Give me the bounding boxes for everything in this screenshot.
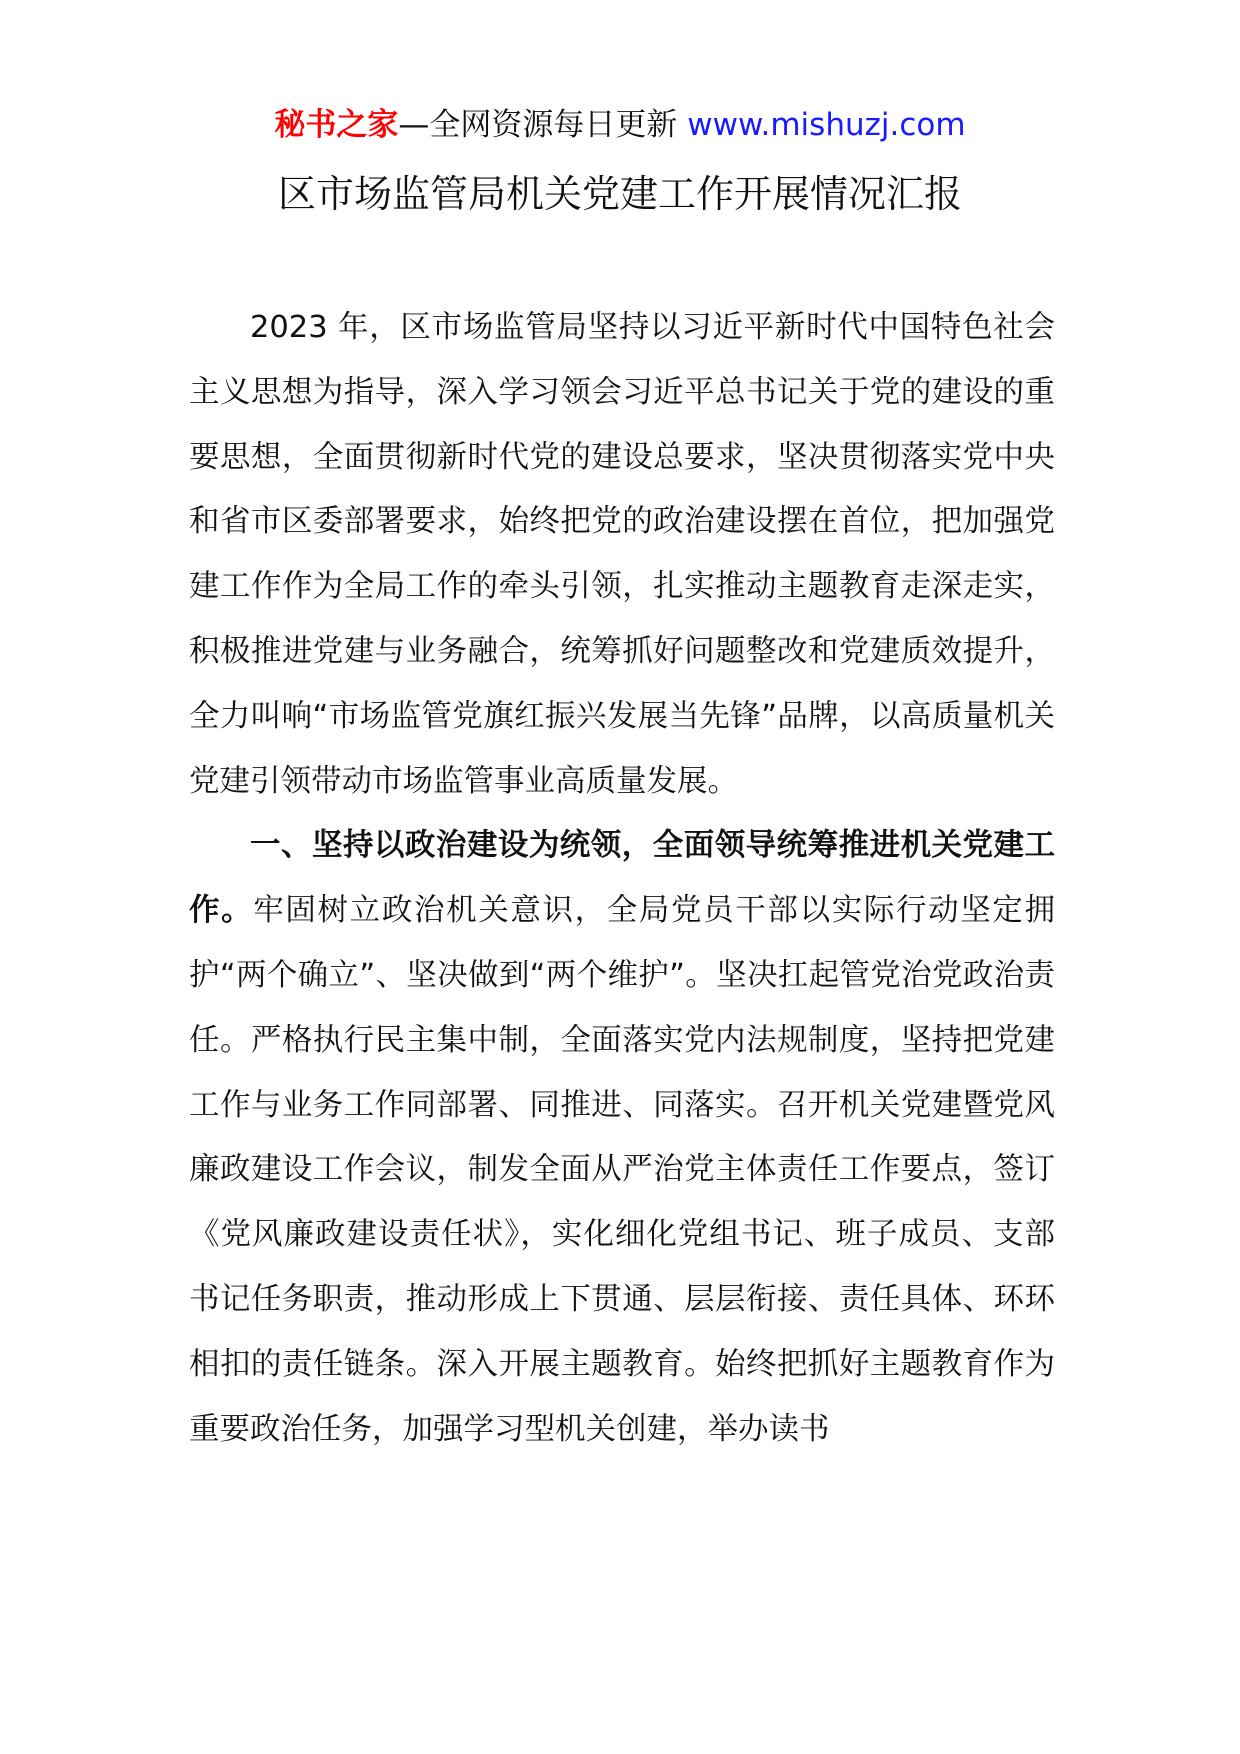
- site-url-link[interactable]: www.mishuzj.com: [687, 107, 966, 143]
- site-header: [0, 103, 1240, 147]
- paragraph-intro: 2023 年，区市场监管局坚持以习近平新时代中国特色社会主义思想为指导，深入学习领会习近平总书记关于党的建设的重要思想，全面贯彻新时代党的建设总要求，坚决贯彻落实党中央和省市区委部署要求，始终把党的政治建设摆在首位，把加强党建工作作为全局工作的牵头引领，扎实推动主题教育走深走实，积极推进党建与业务融合，统筹抓好问题整改和党建质效提升，全力叫响“市场监管党旗红振兴发展当先锋”品牌，以高质量机关党建引领带动市场监管事业高质量发展。: [189, 310, 1055, 799]
- document-body: [189, 296, 1055, 1462]
- document-title: 区市场监管局机关党建工作开展情况汇报: [277, 172, 962, 216]
- paragraph-section-1: [189, 814, 1055, 1462]
- brand-name: 秘书之家: [274, 107, 399, 143]
- header-slogan: —全网资源每日更新: [398, 107, 688, 143]
- section-1-body: 牢固树立政治机关意识，全局党员干部以实际行动坚定拥护“两个确立”、坚决做到“两个维护”。坚决扛起管党治党政治责任。严格执行民主集中制，全面落实党内法规制度，坚持把党建工作与业务工作同部署、同推进、同落实。召开机关党建暨党风廉政建设工作会议，制发全面从严治党主体责任工作要点，签订《党风廉政建设责任状》，实化细化党组书记、班子成员、支部书记任务职责，推动形成上下贯通、层层衔接、责任具体、环环相扣的责任链条。深入开展主题教育。始终把抓好主题教育作为重要政治任务，加强学习型机关创建，举办读书: [189, 893, 1056, 1447]
- section-1-heading: 一、坚持以政治建设为统领，全面领导统筹推进机关党建工作。: [189, 828, 1055, 929]
